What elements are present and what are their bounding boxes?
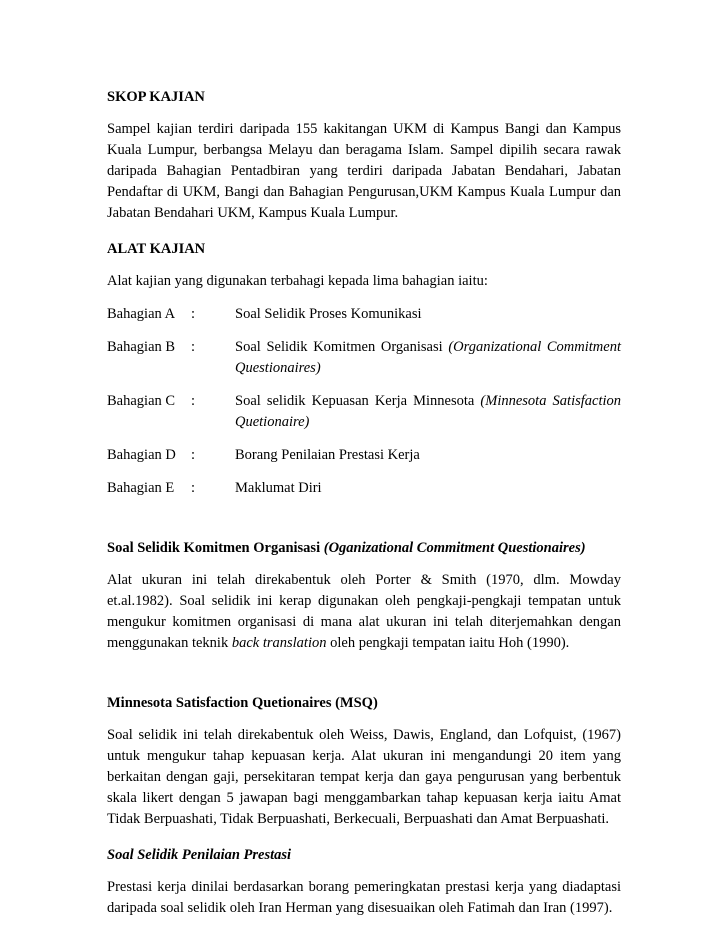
- part-row-a: [107, 304, 621, 325]
- part-label: Bahagian A: [107, 306, 176, 322]
- heading-skop-kajian: SKOP KAJIAN: [107, 89, 205, 105]
- document-page: [107, 88, 621, 919]
- heading-msq: Minnesota Satisfaction Quetionaires (MSQ): [107, 695, 378, 711]
- paragraph-italic-term: back translation: [231, 635, 327, 651]
- part-description: Borang Penilaian Prestasi Kerja: [235, 447, 420, 463]
- part-label: Bahagian B: [107, 339, 176, 355]
- heading-alat-kajian: ALAT KAJIAN: [107, 241, 206, 257]
- heading-penilaian-prestasi: Soal Selidik Penilaian Prestasi: [107, 847, 292, 863]
- part-colon: :: [191, 447, 196, 463]
- part-colon: :: [191, 393, 196, 409]
- part-label: Bahagian E: [107, 480, 175, 496]
- part-row-c: [107, 391, 621, 433]
- part-label: Bahagian C: [107, 393, 176, 409]
- part-description: Soal Selidik Komitmen Organisasi (Organizational Commitment Questionaires): [235, 339, 621, 376]
- paragraph-msq: Soal selidik ini telah direkabentuk oleh Weiss, Dawis, England, dan Lofquist, (1967) untuk mengukur tahap kepuasan kerja. Alat ukuran ini mengandungi 20 item yang berkaitan dengan gaji, persekitaran tempat kerja dan gaya pengurusan yang berbentuk skala likert dengan 5 jawapan bagi menggambarkan tahap kepuasan kerja iaitu Amat Tidak Berpuashati, Tidak Berpuashati, Berkecuali, Berpuashati dan Amat Berpuashati.: [107, 727, 621, 827]
- part-label: Bahagian D: [107, 447, 176, 463]
- paragraph-alat-kajian-intro: Alat kajian yang digunakan terbahagi kepada lima bahagian iaitu:: [107, 273, 488, 289]
- heading-komitmen-organisasi: Soal Selidik Komitmen Organisasi (Oganizational Commitment Questionaires): [107, 540, 586, 556]
- heading-komitmen-organisasi-italic: (Oganizational Commitment Questionaires): [323, 540, 586, 556]
- paragraph-komitmen-organisasi: Alat ukuran ini telah direkabentuk oleh Porter & Smith (1970, dlm. Mowday et.al.1982). Soal selidik ini kerap digunakan oleh pengkaji-pengkaji tempatan untuk mengukur komitmen organisasi di mana alat ukuran ini telah diterjemahkan dengan menggunakan teknik back translation oleh pengkaji tempatan iaitu Hoh (1990).: [107, 572, 621, 651]
- part-row-d: [107, 445, 621, 466]
- part-description: Maklumat Diri: [235, 480, 322, 496]
- paragraph-penilaian-prestasi: Prestasi kerja dinilai berdasarkan borang pemeringkatan prestasi kerja yang diadaptasi daripada soal selidik oleh Iran Herman yang disesuaikan oleh Fatimah dan Iran (1997).: [107, 879, 621, 916]
- part-row-b: [107, 337, 621, 379]
- part-colon: :: [191, 339, 196, 355]
- paragraph-skop-kajian: Sampel kajian terdiri daripada 155 kakitangan UKM di Kampus Bangi dan Kampus Kuala Lumpur, berbangsa Melayu dan beragama Islam. Sampel dipilih secara rawak daripada Bahagian Pentadbiran yang terdiri daripada Jabatan Bendahari, Jabatan Pendaftar di UKM, Bangi dan Bahagian Pengurusan,UKM Kampus Kuala Lumpur dan Jabatan Bendahari UKM, Kampus Kuala Lumpur.: [107, 121, 621, 221]
- part-colon: :: [191, 306, 196, 322]
- part-description-italic: (Organizational Commitment Questionaires): [235, 339, 621, 376]
- part-row-e: [107, 478, 621, 499]
- part-description: Soal Selidik Proses Komunikasi: [235, 306, 422, 322]
- part-description: Soal selidik Kepuasan Kerja Minnesota (Minnesota Satisfaction Quetionaire): [235, 393, 622, 430]
- part-colon: :: [191, 480, 196, 496]
- part-description-italic: (Minnesota Satisfaction Quetionaire): [235, 393, 622, 430]
